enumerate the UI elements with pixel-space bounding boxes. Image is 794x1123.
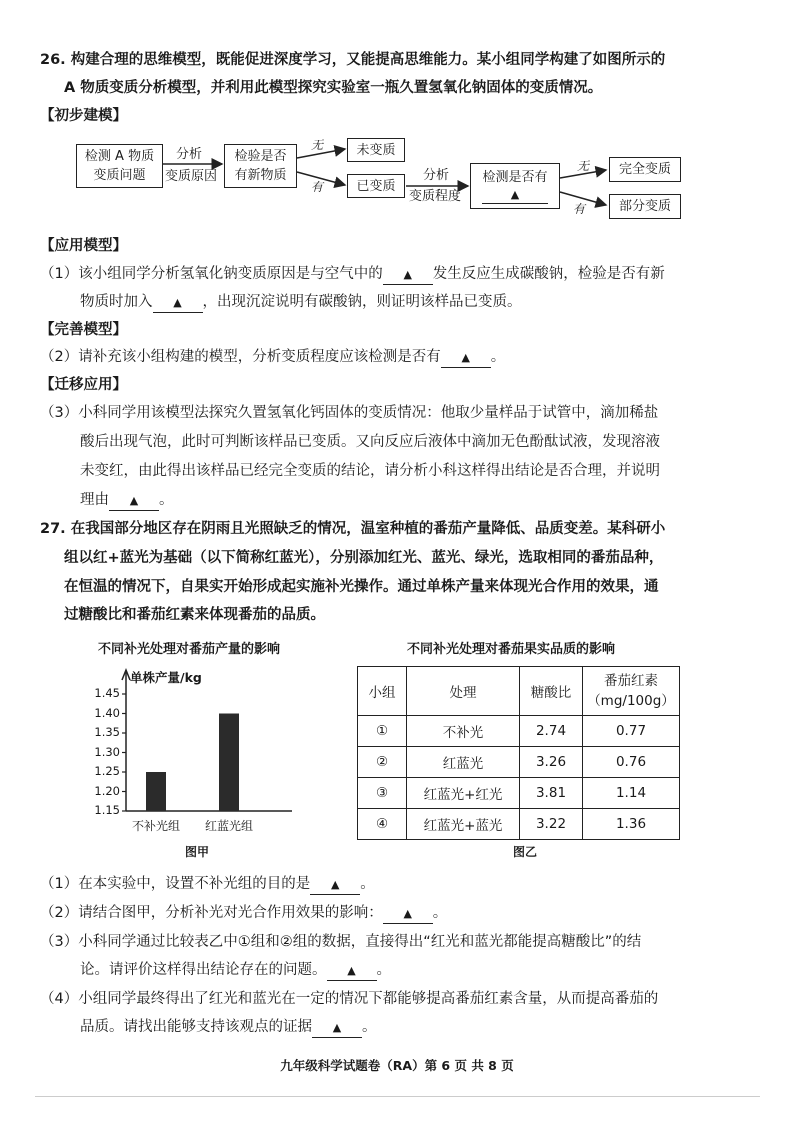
y-tick-label: 1.40 bbox=[94, 705, 120, 720]
q27-part1 bbox=[40, 874, 375, 895]
box-not-changed-text: 未变质 bbox=[356, 142, 396, 158]
bar-2 bbox=[219, 714, 239, 812]
blank-marker: ▲ bbox=[332, 1021, 342, 1034]
cell-group: ③ bbox=[358, 778, 407, 809]
blank-marker: ▲ bbox=[331, 878, 340, 891]
box-detect-a-line1: 检测 A 物质 bbox=[84, 149, 155, 164]
q26-p1-text-b: 发生反应生成碳酸钠，检验是否有新 bbox=[432, 266, 665, 282]
box-detect-a-line2: 变质问题 bbox=[93, 168, 146, 183]
q26-part1-line1 bbox=[40, 264, 665, 285]
q27-q4-text-b: 。 bbox=[362, 1019, 377, 1035]
x-category-label: 红蓝光组 bbox=[204, 819, 253, 833]
y-tick-label: 1.35 bbox=[94, 725, 120, 739]
cell-group: ② bbox=[358, 747, 407, 778]
q27-part3-line1: （3）小科同学通过比较表乙中①组和②组的数据，直接得出“红光和蓝光都能提高糖酸比”的结 bbox=[40, 934, 642, 950]
q26-part3-line3: 未变红，由此得出该样品已经完全变质的结论，请分析小科这样得出结论是否合理，并说明 bbox=[80, 463, 660, 479]
label-analyze-2: 分析 bbox=[423, 168, 450, 183]
y-tick-label: 1.25 bbox=[94, 764, 120, 778]
q27-part2 bbox=[40, 903, 447, 924]
cell-lycopene: 0.77 bbox=[583, 716, 680, 747]
box-check-new-line1: 检验是否 bbox=[234, 149, 287, 164]
box-changed bbox=[347, 174, 405, 198]
q26-part2 bbox=[40, 347, 505, 368]
q27-q1-text-b: 。 bbox=[360, 876, 375, 892]
q27-line1: 27. 在我国部分地区存在阴雨且光照缺乏的情况，温室种植的番茄产量降低、品质变差。某科研小 bbox=[40, 521, 666, 537]
box-detect-a bbox=[76, 144, 163, 188]
label-degree: 变质程度 bbox=[409, 189, 462, 204]
blank-marker: ▲ bbox=[403, 268, 412, 281]
label-no-1: 无 bbox=[311, 138, 324, 152]
table-row bbox=[358, 747, 680, 778]
chart-title: 不同补光处理对番茄产量的影响 bbox=[98, 642, 281, 657]
answer-blank-3[interactable] bbox=[441, 348, 491, 368]
blank-marker: ▲ bbox=[129, 494, 139, 507]
answer-blank-8[interactable] bbox=[312, 1018, 362, 1038]
answer-blank-5[interactable] bbox=[310, 875, 360, 895]
answer-blank-4[interactable] bbox=[109, 491, 159, 511]
table-row bbox=[358, 778, 680, 809]
y-tick-label: 1.45 bbox=[94, 686, 120, 700]
answer-blank-6[interactable] bbox=[383, 904, 433, 924]
th-sugar-acid: 糖酸比 bbox=[520, 667, 583, 716]
blank-marker: ▲ bbox=[173, 296, 182, 309]
cell-treatment: 红蓝光+蓝光 bbox=[407, 809, 520, 840]
q26-p1-text-a: （1）该小组同学分析氢氧化钠变质原因是与空气中的 bbox=[40, 266, 383, 282]
box-not-changed bbox=[347, 138, 405, 162]
y-axis-arrow bbox=[122, 670, 130, 680]
cell-sugar-acid: 3.26 bbox=[520, 747, 583, 778]
q26-intro-line1: 26. 构建合理的思维模型，既能促进深度学习，又能提高思维能力。某小组同学构建了如图所示的 bbox=[40, 52, 666, 68]
cell-sugar-acid: 2.74 bbox=[520, 716, 583, 747]
label-yes-1: 有 bbox=[311, 180, 324, 194]
q27-q2-text-b: 。 bbox=[432, 905, 448, 921]
section-initial-model: 【初步建模】 bbox=[40, 108, 127, 124]
cell-lycopene: 1.14 bbox=[583, 778, 680, 809]
th-lycopene-name: 番茄红素 bbox=[604, 673, 658, 689]
answer-blank-1[interactable] bbox=[383, 265, 433, 285]
y-axis-label: 单株产量/kg bbox=[130, 670, 202, 685]
cell-lycopene: 1.36 bbox=[583, 809, 680, 840]
q26-intro-line2: A 物质变质分析模型，并利用此模型探究实验室一瓶久置氢氧化钠固体的变质情况。 bbox=[64, 80, 603, 96]
box-check-new bbox=[224, 144, 297, 188]
page-footer: 九年级科学试题卷（RA）第 6 页 共 8 页 bbox=[280, 1058, 514, 1073]
q26-p3-text-a: 理由 bbox=[80, 492, 109, 508]
q27-line3: 在恒温的情况下，自果实开始形成起实施补光操作。通过单株产量来体现光合作用的效果，通 bbox=[64, 579, 659, 595]
box-detect-whether bbox=[470, 163, 560, 209]
box-partly-changed-text: 部分变质 bbox=[618, 199, 671, 214]
y-tick-label: 1.20 bbox=[94, 783, 120, 798]
bar-1 bbox=[146, 772, 166, 811]
table-row bbox=[358, 809, 680, 840]
th-group: 小组 bbox=[358, 667, 407, 716]
chart-caption: 图甲 bbox=[185, 845, 210, 859]
q27-part4-line1: （4）小组同学最终得出了红光和蓝光在一定的情况下都能够提高番茄红素含量，从而提高番茄的 bbox=[40, 991, 659, 1007]
th-lycopene-unit: （mg/100g） bbox=[587, 693, 675, 709]
q26-p2-text-b: 。 bbox=[490, 349, 506, 365]
box-changed-text: 已变质 bbox=[356, 178, 396, 194]
blank-marker: ▲ bbox=[403, 907, 412, 920]
q26-part3-line1: （3）小科同学用该模型法探究久置氢氧化钙固体的变质情况：他取少量样品于试管中，滴加稀盐 bbox=[40, 405, 659, 421]
th-lycopene bbox=[583, 667, 680, 716]
cell-lycopene: 0.76 bbox=[583, 747, 680, 778]
q26-p1-text-d: ，出现沉淀说明有碳酸钠，则证明该样品已变质。 bbox=[202, 294, 522, 310]
label-yes-2: 有 bbox=[573, 202, 586, 216]
answer-blank-7[interactable] bbox=[327, 961, 377, 981]
box-partly-changed bbox=[609, 194, 681, 219]
q27-part3-line2 bbox=[80, 960, 391, 981]
quality-table bbox=[357, 666, 680, 840]
q26-part3-line2: 酸后出现气泡，此时可判断该样品已变质。又向反应后液体中滴加无色酚酞试液，发现溶液 bbox=[80, 434, 660, 450]
blank-marker: ▲ bbox=[347, 964, 356, 977]
th-treatment: 处理 bbox=[407, 667, 520, 716]
box-detect-blank: ▲ bbox=[482, 187, 548, 204]
q27-q4-text-a: 品质。请找出能够支持该观点的证据 bbox=[80, 1019, 312, 1035]
q27-q3-text-b: 。 bbox=[376, 962, 391, 978]
table-caption: 图乙 bbox=[513, 845, 538, 859]
cell-sugar-acid: 3.81 bbox=[520, 778, 583, 809]
q27-q1-text-a: （1）在本实验中，设置不补光组的目的是 bbox=[40, 876, 311, 892]
y-tick-label: 1.30 bbox=[94, 744, 120, 759]
q27-line4: 过糖酸比和番茄红素来体现番茄的品质。 bbox=[64, 607, 325, 623]
q27-q3-text-a: 论。请评价这样得出结论存在的问题。 bbox=[80, 962, 327, 978]
box-fully-changed bbox=[609, 157, 681, 182]
label-no-2: 无 bbox=[577, 159, 590, 173]
section-transfer-apply: 【迁移应用】 bbox=[40, 377, 127, 393]
cell-treatment: 红蓝光+红光 bbox=[407, 778, 520, 809]
table-title: 不同补光处理对番茄果实品质的影响 bbox=[407, 642, 616, 657]
q27-line2: 组以红+蓝光为基础（以下简称红蓝光），分别添加红光、蓝光、绿光，选取相同的番茄品种， bbox=[64, 550, 664, 566]
box-detect-whether-text: 检测是否有 bbox=[482, 170, 548, 185]
q27-part4-line2 bbox=[80, 1017, 377, 1038]
cell-treatment: 红蓝光 bbox=[407, 747, 520, 778]
box-check-new-line2: 有新物质 bbox=[234, 168, 287, 183]
x-category-label: 不补光组 bbox=[131, 819, 180, 833]
q27-q2-text-a: （2）请结合图甲，分析补光对光合作用效果的影响： bbox=[40, 905, 383, 921]
answer-blank-2[interactable] bbox=[153, 293, 203, 313]
label-cause: 变质原因 bbox=[165, 169, 218, 184]
table-row bbox=[358, 716, 680, 747]
section-apply-model: 【应用模型】 bbox=[40, 238, 127, 254]
cell-group: ④ bbox=[358, 809, 407, 840]
box-fully-changed-text: 完全变质 bbox=[618, 162, 671, 177]
y-tick-label: 1.15 bbox=[94, 803, 120, 817]
q26-part1-line2 bbox=[80, 292, 522, 313]
bottom-divider bbox=[35, 1096, 760, 1097]
cell-treatment: 不补光 bbox=[407, 716, 520, 747]
label-analyze-1: 分析 bbox=[176, 147, 203, 162]
q26-p3-text-b: 。 bbox=[159, 492, 174, 508]
blank-marker: ▲ bbox=[461, 351, 470, 364]
q26-p2-text-a: （2）请补充该小组构建的模型，分析变质程度应该检测是否有 bbox=[40, 349, 441, 365]
section-improve-model: 【完善模型】 bbox=[40, 322, 127, 338]
q26-part3-line4 bbox=[80, 490, 174, 511]
cell-sugar-acid: 3.22 bbox=[520, 809, 583, 840]
table-header-row bbox=[358, 667, 680, 716]
cell-group: ① bbox=[358, 716, 407, 747]
q26-p1-text-c: 物质时加入 bbox=[80, 294, 153, 310]
